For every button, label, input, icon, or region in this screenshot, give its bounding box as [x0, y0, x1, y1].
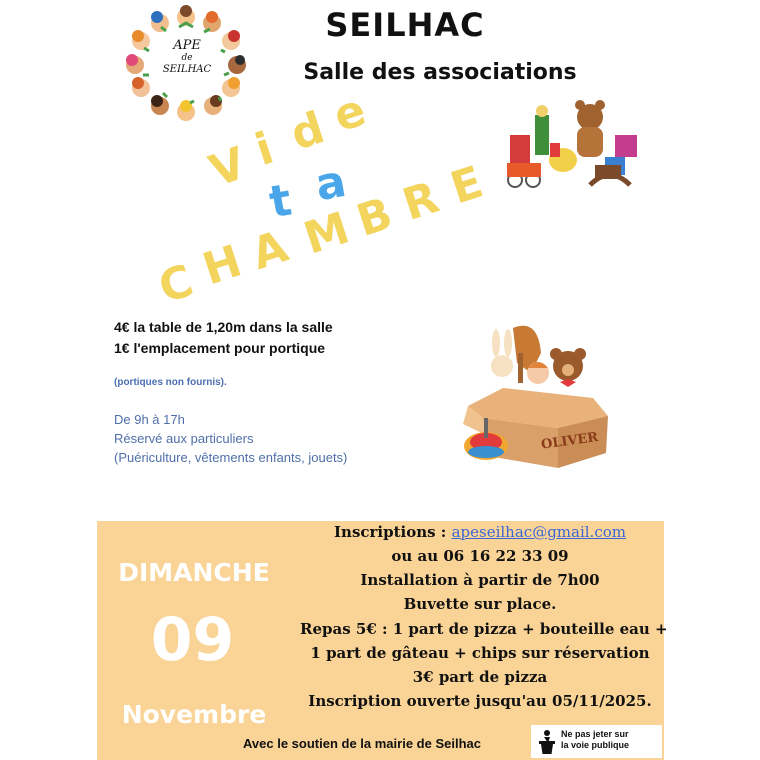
toy-box-illustration	[458, 318, 610, 473]
price-portique: 1€ l'emplacement pour portique	[114, 340, 326, 356]
title-letter: t	[265, 174, 296, 229]
event-hours: De 9h à 17h	[114, 412, 185, 427]
title-letter: e	[327, 84, 372, 143]
title-letter: V	[203, 137, 253, 198]
no-litter-badge	[531, 725, 662, 758]
no-litter-line-2: la voie publique	[561, 740, 630, 750]
price-table: 4€ la table de 1,20m dans la salle	[114, 319, 333, 335]
meal-line-1: Repas 5€ : 1 part de pizza + bouteille eau +	[300, 620, 668, 638]
setup-line: Installation à partir de 7h00	[360, 571, 600, 589]
bar-line: Buvette sur place.	[403, 595, 557, 613]
reserved-note: Réservé aux particuliers	[114, 431, 254, 446]
event-day-number: 09	[150, 605, 235, 675]
title-letter: H	[196, 235, 248, 296]
no-litter-text	[561, 729, 629, 751]
event-month: Novembre	[121, 700, 267, 729]
title-letter: A	[245, 221, 294, 281]
inscriptions-line	[300, 523, 660, 541]
title-letter: a	[311, 155, 350, 212]
title-letter: d	[284, 102, 331, 161]
trash-bin-icon	[536, 729, 558, 755]
title-letter: B	[350, 188, 399, 247]
inscriptions-label: Inscriptions :	[334, 523, 447, 541]
title-letter: i	[249, 122, 280, 177]
no-litter-line-1: Ne pas jeter sur	[561, 729, 629, 739]
meal-line-2: 1 part de gâteau + chips sur réservation	[310, 644, 650, 662]
categories-note: (Puériculture, vêtements enfants, jouets)	[114, 450, 348, 465]
logo-text	[152, 40, 222, 76]
town-title: SEILHAC	[325, 6, 485, 44]
logo-line-ape: APE	[173, 38, 201, 53]
event-day-name: DIMANCHE	[118, 558, 270, 587]
logo-line-seilhac: SEILHAC	[162, 64, 212, 75]
logo-line-de: de	[181, 53, 193, 63]
support-line: Avec le soutien de la mairie de Seilhac	[243, 736, 481, 751]
pizza-line: 3€ part de pizza	[412, 668, 548, 686]
phone-line: ou au 06 16 22 33 09	[391, 547, 569, 565]
title-letter: R	[396, 172, 445, 232]
venue-title: Salle des associations	[303, 60, 577, 85]
portiques-note: (portiques non fournis).	[114, 377, 227, 388]
deadline-line: Inscription ouverte jusqu'au 05/11/2025.	[308, 692, 652, 710]
title-letter: C	[152, 255, 200, 314]
toys-illustration	[495, 95, 640, 200]
email-link[interactable]: apeseilhac@gmail.com	[451, 523, 626, 541]
title-letter: M	[298, 202, 356, 265]
toy-box-label: OLIVER	[540, 429, 600, 453]
title-letter: E	[444, 156, 490, 215]
